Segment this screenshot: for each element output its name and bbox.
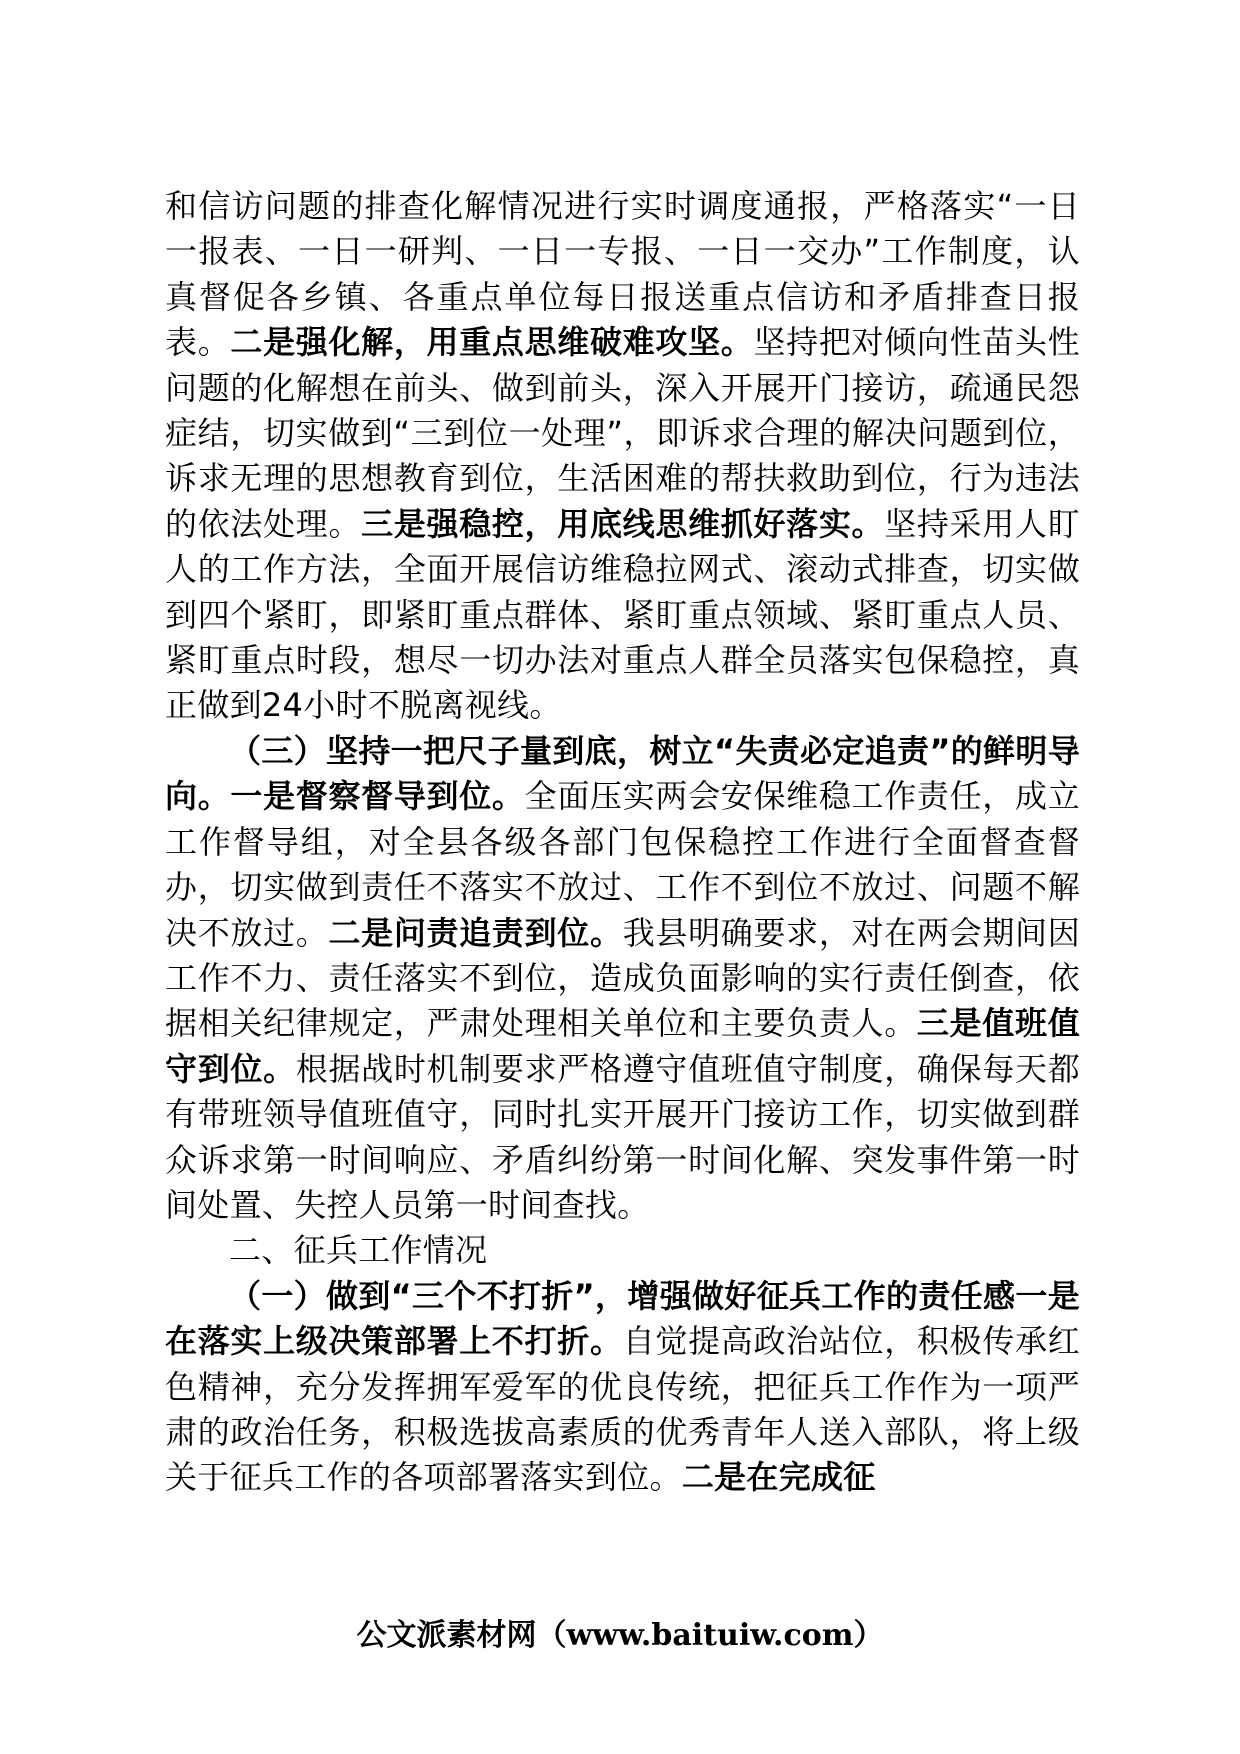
text-run: 根据战时机制要求严格遵守值班值守制度，确保每天都有带班领导值班值守，同时扎实开展开门接访工作，切实做到群众诉求第一时间响应、矛盾纠纷第一时间化解、突发事件第一时间处置、失控人员第一时间查找。	[165, 1049, 1081, 1224]
bold-heading-run: 二是在完成征	[681, 1458, 876, 1497]
text-run: 全面压实两会安保维稳工作责任，成立工作督导组，对全县各级各部门包保稳控工作进行全面督查督办，切实做到责任不落实不放过、工作不到位不放过、问题不解决不放过。	[165, 777, 1080, 952]
section-heading-text: 二、征兵工作情况	[229, 1231, 488, 1270]
text-run: 坚持把对倾向性苗头性问题的化解想在前头、做到前头，深入开展开门接访，疏通民怨症结，切实做到“三到位一处理”，即诉求合理的解决问题到位，诉求无理的思想教育到位，生活困难的帮扶救助到位，行为违法的依法处理。	[165, 323, 1080, 543]
bold-heading-run: （三）坚持一把尺子量到底，树立“失责必定追责”的鲜明导向。一是督察督导到位。	[165, 731, 1080, 816]
bold-heading-run: 三是值班值守到位。	[165, 1004, 1080, 1088]
bold-heading-run: 二是强化解，用重点思维破难攻坚。	[230, 323, 754, 362]
bold-heading-run: 二是问责追责到位。	[328, 913, 623, 952]
text-run: 坚持采用人盯人的工作方法，全面开展信访维稳拉网式、滚动式排查，切实做到四个紧盯，即紧盯重点群体、紧盯重点领域、紧盯重点人员、紧盯重点时段，想尽一切办法对重点人群全员落实包保稳控，真正做到24小时不脱离视线。	[165, 504, 1080, 725]
document-body	[165, 184, 1080, 1501]
text-run: 自觉提高政治站位，积极传承红色精神，充分发挥拥军爱军的优良传统，把征兵工作作为一项严肃的政治任务，积极选拔高素质的优秀青年人送入部队，将上级关于征兵工作的各项部署落实到位。	[165, 1322, 1081, 1497]
bold-heading-run: （一）做到“三个不打折”，增强做好征兵工作的责任感一是在落实上级决策部署上不打折。	[165, 1276, 1080, 1361]
page-footer-watermark: 公文派素材网（www.baituiw.com）	[356, 1618, 884, 1653]
text-run: 和信访问题的排查化解情况进行实时调度通报，严格落实“一日一报表、一日一研判、一日一专报、一日一交办”工作制度，认真督促各乡镇、各重点单位每日报送重点信访和矛盾排查日报表。	[165, 187, 1080, 362]
bold-heading-run: 三是强稳控，用底线思维抓好落实。	[361, 504, 885, 543]
text-run: 我县明确要求，对在两会期间因工作不力、责任落实不到位，造成负面影响的实行责任倒查，依据相关纪律规定，严肃处理相关单位和主要负责人。	[165, 913, 1080, 1043]
paragraph-accountability	[165, 729, 1080, 1228]
section-heading-recruitment	[165, 1228, 1080, 1273]
paragraph-stability-measures	[165, 184, 1080, 729]
paragraph-recruitment	[165, 1274, 1080, 1501]
